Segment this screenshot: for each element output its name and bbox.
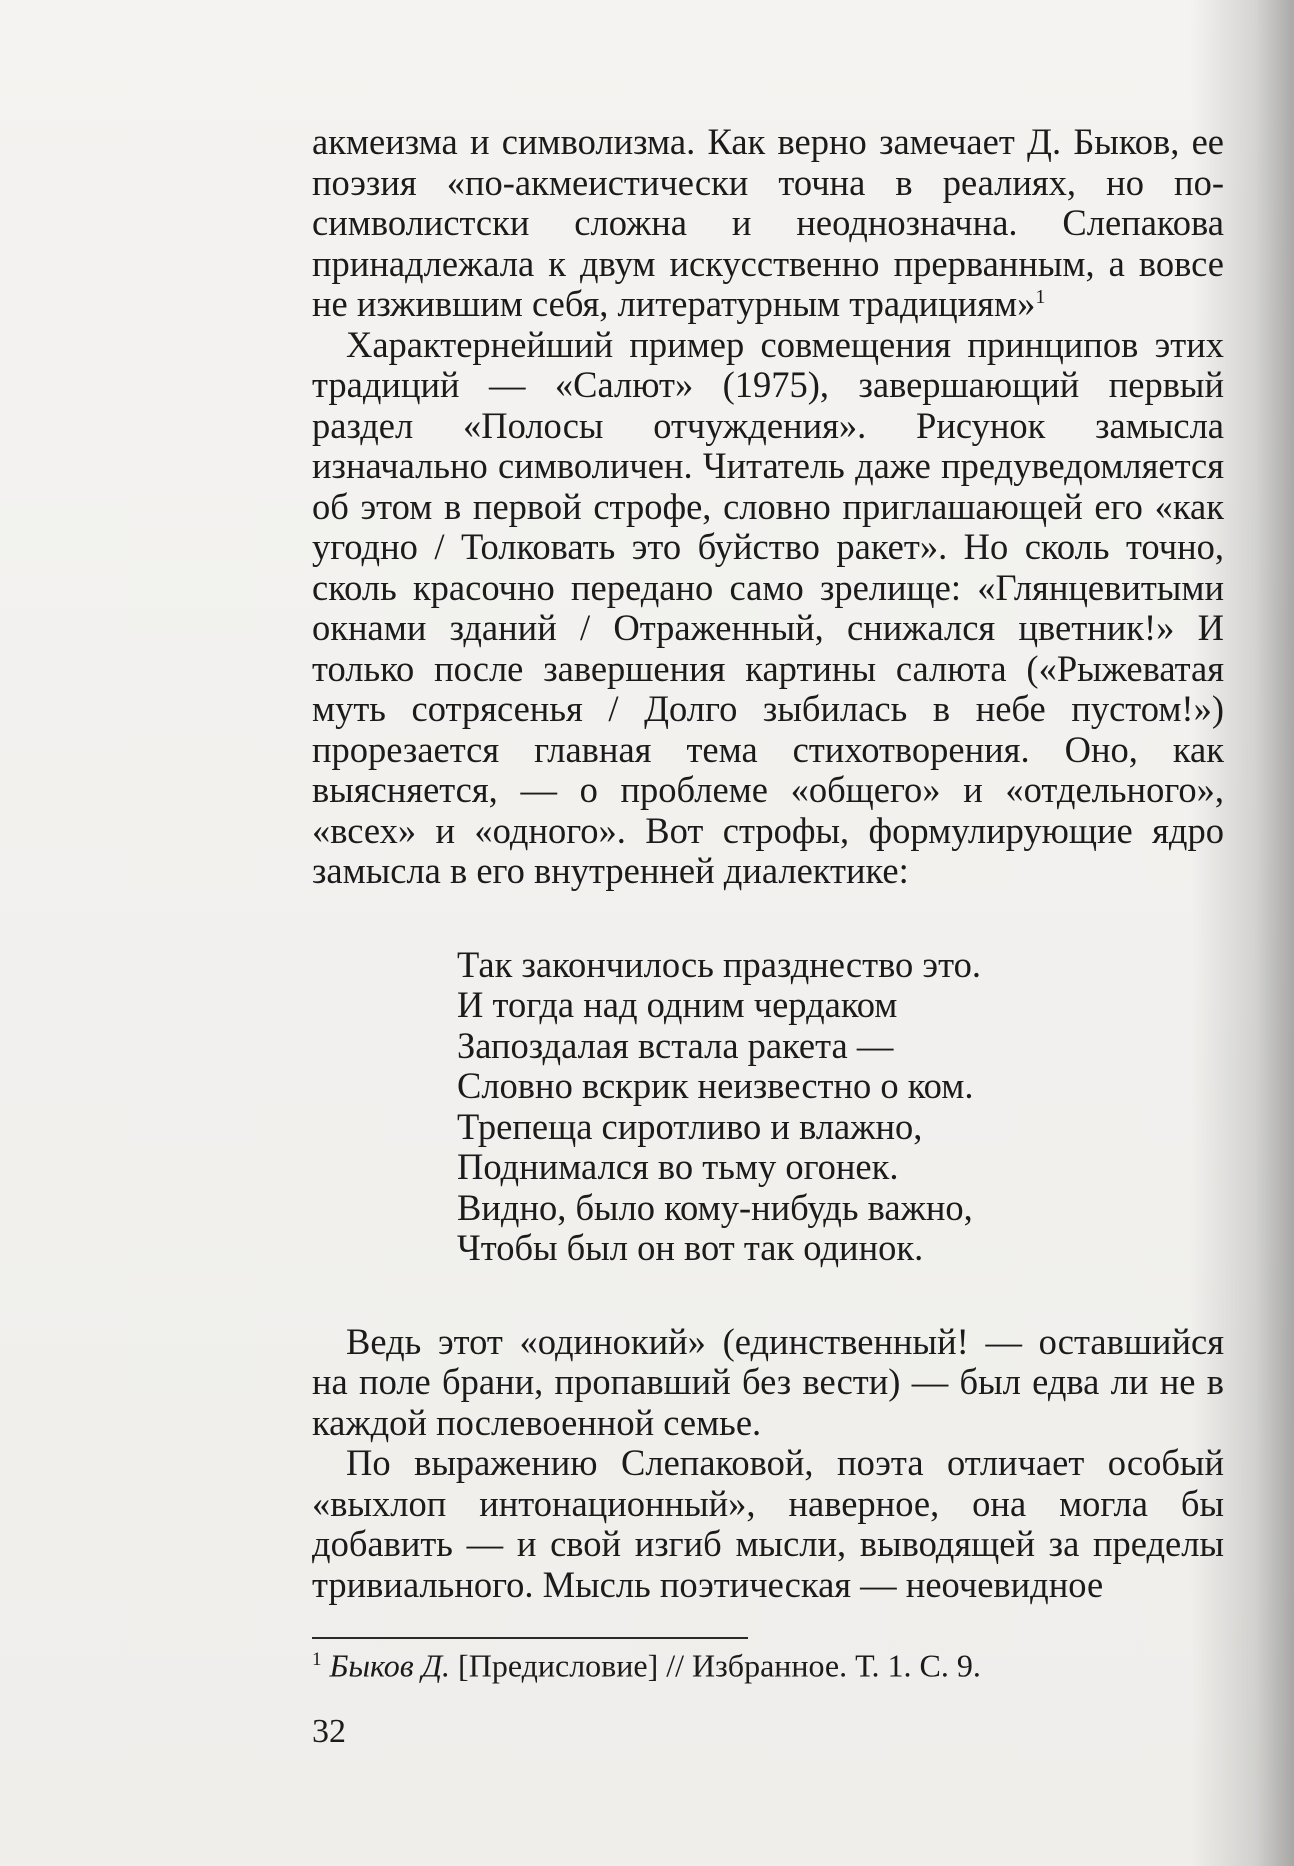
poem-line: Так закончилось празднество это. [457,943,981,985]
poem-line: Словно вскрик неизвестно о ком. [457,1065,974,1106]
poem-stanza [457,945,1224,1269]
poem-line: И тогда над одним чердаком [457,984,898,1025]
footnote-divider [312,1637,748,1639]
page-number: 32 [312,1713,346,1750]
footnote [312,1642,1224,1684]
paragraph-2: Характернейший пример совмещения принципов этих традиций — «Салют» (1975), завершающий первый раздел «Полосы отчуждения». Рисунок замысла изначально символичен. Читатель даже предуведомляется об этом в первой строфе, словно приглашающей его «как угодно / Толковать это буйство ракет». Но сколь точно, сколь красочно передано само зрелище: «Глянцевитыми окнами зданий / Отраженный, снижался цветник!» И только после завершения картины салюта («Рыжеватая муть сотрясенья / Долго зыбилась в небе пустом!») прорезается главная тема стихотворения. Оно, как выясняется, — о проблеме «общего» и «отдельного», «всех» и «одного». Вот строфы, формулирующие ядро замысла в его внутренней диалектике: [312,323,1224,891]
paragraph-3: Ведь этот «одинокий» (единственный! — оставшийся на поле брани, пропавший без вести) — был едва ли не в каждой послевоенной семье. [312,1320,1224,1443]
main-text [312,122,1224,1605]
poem-line: Запоздалая встала ракета — [457,1024,894,1066]
poem-line: Чтобы был он вот так одинок. [457,1227,924,1268]
poem-line: Видно, было кому-нибудь важно, [457,1186,973,1228]
paragraph-4: По выражению Слепаковой, поэта отличает особый «выхлоп интонационный», наверное, она могла бы добавить — и свой изгиб мысли, выводящей за пределы тривиального. Мысль поэтическая — неочевидное [312,1442,1224,1605]
paragraph-1 [312,122,1224,325]
poem-line: Поднимался во тьму огонек. [457,1146,899,1187]
footnote-number: 1 [312,1649,322,1670]
footnote-author: Быков Д. [329,1647,451,1684]
footnote-text: [Предисловие] // Избранное. Т. 1. С. 9. [458,1647,981,1684]
footnote-marker: 1 [1035,285,1046,308]
paragraph-1-text: акмеизма и символизма. Как верно замечает Д. Быков, ее поэзия «по-акмеистически точна в реалиях, но по-символистски сложна и неоднозначна. Слепакова принадлежала к двум искусственно прерванным, а вовсе не изжившим себя, литературным традициям» [312,121,1224,324]
poem-line: Трепеща сиротливо и влажно, [457,1105,923,1147]
